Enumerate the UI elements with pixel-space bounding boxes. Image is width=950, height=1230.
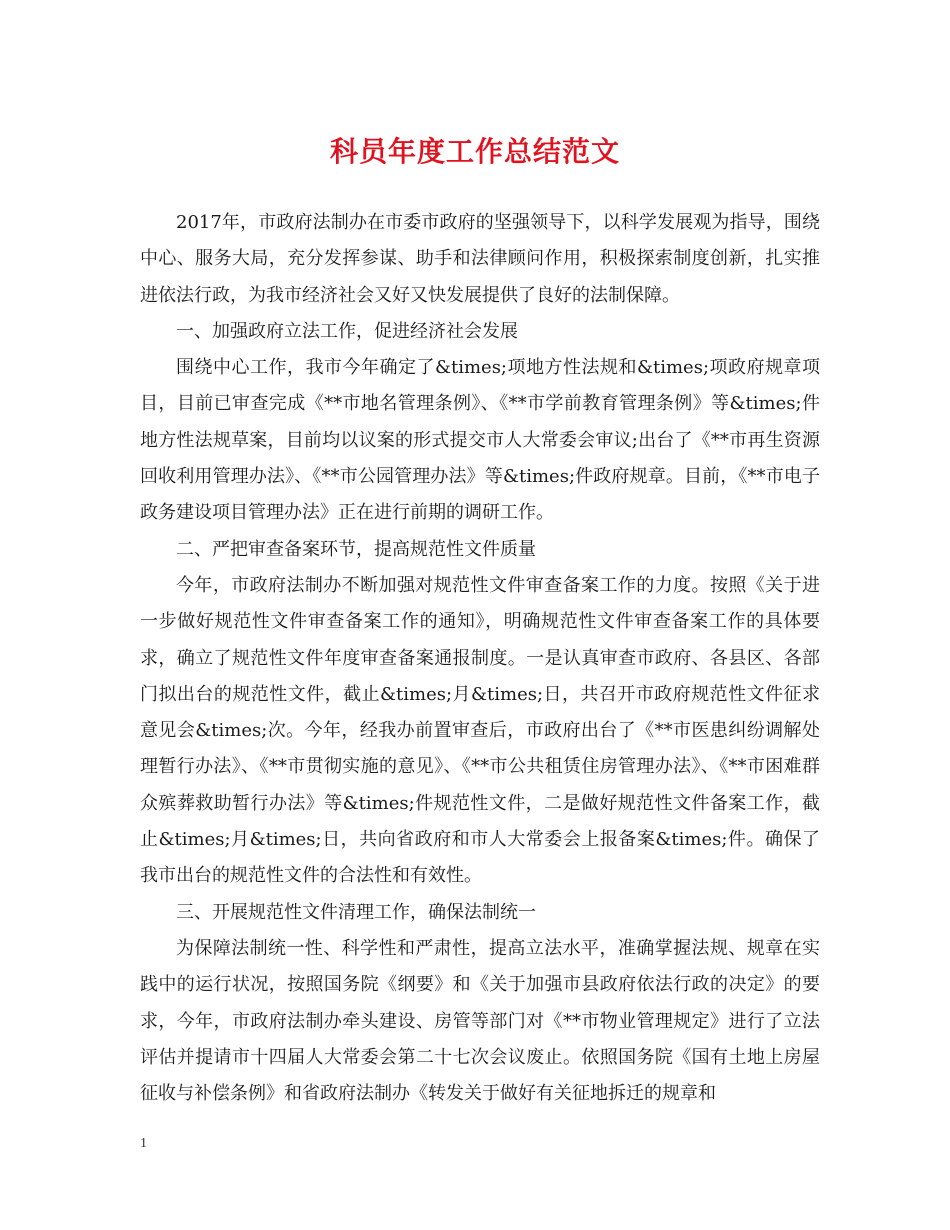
- section-paragraph-2: 今年，市政府法制办不断加强对规范性文件审查备案工作的力度。按照《关于进一步做好规范性文件审查备案工作的通知》，明确规范性文件审查备案工作的具体要求，确立了规范性文件年度审查备案通报制度。一是认真审查市政府、各县区、各部门拟出台的规范性文件，截止&times;月&times;日，共召开市政府规范性文件征求意见会&times;次。今年，经我办前置审查后，市政府出台了《**市医患纠纷调解处理暂行办法》、《**市贯彻实施的意见》、《**市公共租赁住房管理办法》、《**市困难群众殡葬救助暂行办法》等&times;件规范性文件，二是做好规范性文件备案工作，截止&times;月&times;日，共向省政府和市人大常委会上报备案&times;件。确保了我市出台的规范性文件的合法性和有效性。: [140, 574, 820, 887]
- section-paragraph-3: 为保障法制统一性、科学性和严肃性，提高立法水平，准确掌握法规、规章在实践中的运行状况，按照国务院《纲要》和《关于加强市县政府依法行政的决定》的要求，今年，市政府法制办牵头建设、房管等部门对《**市物业管理规定》进行了立法评估并提请市十四届人大常委会第二十七次会议废止。依照国务院《国有土地上房屋征收与补偿条例》和省政府法制办《转发关于做好有关征地拆迁的规章和: [140, 937, 820, 1105]
- page-number: 1: [140, 1136, 147, 1151]
- section-heading-3: 三、开展规范性文件清理工作，确保法制统一: [176, 901, 536, 923]
- section-heading-2: 二、严把审查备案环节，提高规范性文件质量: [176, 538, 536, 560]
- section-paragraph-1: 围绕中心工作，我市今年确定了&times;项地方性法规和&times;项政府规章项目，目前已审查完成《**市地名管理条例》、《**市学前教育管理条例》等&times;件地方性法规草案，目前均以议案的形式提交市人大常委会审议;出台了《**市再生资源回收利用管理办法》、《**市公园管理办法》等&times;件政府规章。目前，《**市电子政务建设项目管理办法》正在进行前期的调研工作。: [140, 357, 820, 524]
- document-title: 科员年度工作总结范文: [329, 135, 620, 168]
- intro-paragraph: 2017年，市政府法制办在市委市政府的坚强领导下，以科学发展观为指导，围绕中心、服务大局，充分发挥参谋、助手和法律顾问作用，积极探索制度创新，扎实推进依法行政，为我市经济社会又好又快发展提供了良好的法制保障。: [140, 212, 820, 306]
- document-body: [140, 205, 820, 1112]
- section-heading-1: 一、加强政府立法工作，促进经济社会发展: [176, 320, 518, 342]
